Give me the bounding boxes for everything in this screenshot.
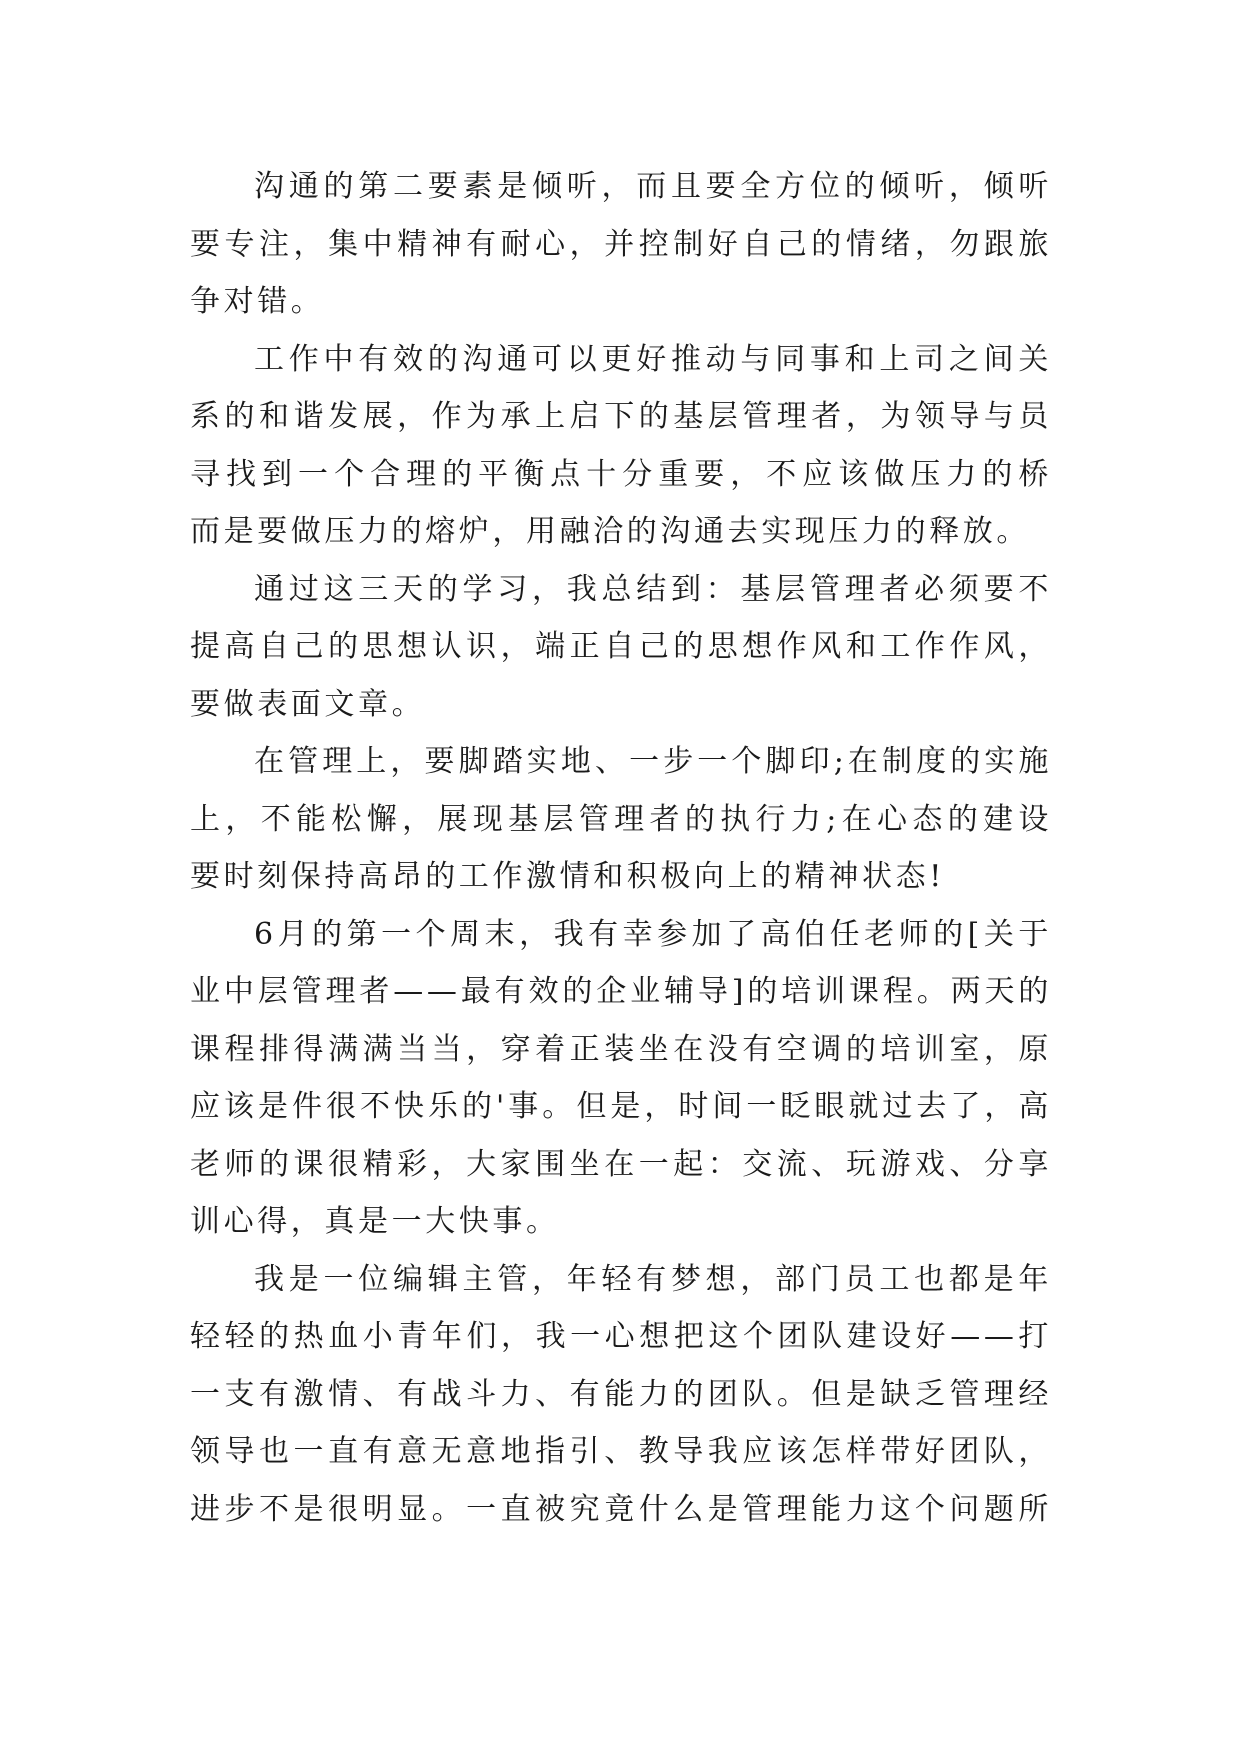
text-line: 领导也一直有意无意地指引、教导我应该怎样带好团队， <box>190 1434 1052 1469</box>
text-line: 一支有激情、有战斗力、有能力的团队。但是缺乏管理经 <box>190 1376 1052 1412</box>
text-line: 在管理上，要脚踏实地、一步一个脚印;在制度的实施 <box>254 744 1052 779</box>
text-line: 上，不能松懈，展现基层管理者的执行力;在心态的建设 <box>190 801 1052 837</box>
text-line: 沟通的第二要素是倾听，而且要全方位的倾听，倾听 <box>254 169 1052 204</box>
text-line: 应该是件很不快乐的'事。但是，时间一眨眼就过去了，高 <box>190 1089 1052 1124</box>
text-line: 老师的课很精彩，大家围坐在一起：交流、玩游戏、分享 <box>190 1146 1052 1182</box>
text-line: 通过这三天的学习，我总结到：基层管理者必须要不 <box>254 571 1052 607</box>
text-line: 工作中有效的沟通可以更好推动与同事和上司之间关 <box>254 341 1052 377</box>
text-line: 寻找到一个合理的平衡点十分重要，不应该做压力的桥 <box>190 456 1052 492</box>
paragraph <box>190 158 1052 331</box>
paragraph <box>190 1251 1052 1539</box>
text-line: 要专注，集中精神有耐心，并控制好自己的情绪，勿跟旅 <box>190 226 1052 262</box>
text-line: 而是要做压力的熔炉，用融洽的沟通去实现压力的释放。 <box>190 514 1030 549</box>
text-line: 争对错。 <box>190 284 325 319</box>
text-line: 训心得，真是一大快事。 <box>190 1204 560 1239</box>
text-line: 我是一位编辑主管，年轻有梦想，部门员工也都是年 <box>254 1261 1052 1297</box>
text-line: 进步不是很明显。一直被究竟什么是管理能力这个问题所 <box>190 1491 1052 1527</box>
text-line: 课程排得满满当当，穿着正装坐在没有空调的培训室，原 <box>190 1031 1052 1067</box>
paragraph <box>190 906 1052 1251</box>
paragraph <box>190 561 1052 734</box>
text-line: 轻轻的热血小青年们，我一心想把这个团队建设好——打 <box>190 1319 1052 1354</box>
document-body <box>190 158 1052 1538</box>
text-line: 提高自己的思想认识，端正自己的思想作风和工作作风， <box>190 629 1052 664</box>
text-line: 要时刻保持高昂的工作激情和积极向上的精神状态! <box>190 859 945 894</box>
text-line: 业中层管理者——最有效的企业辅导]的培训课程。两天的 <box>190 974 1052 1009</box>
text-line: 要做表面文章。 <box>190 686 426 722</box>
text-line: 6月的第一个周末，我有幸参加了高伯任老师的[关于 <box>254 916 1052 952</box>
text-line: 系的和谐发展，作为承上启下的基层管理者，为领导与员 <box>190 399 1052 434</box>
paragraph <box>190 331 1052 561</box>
paragraph <box>190 733 1052 906</box>
